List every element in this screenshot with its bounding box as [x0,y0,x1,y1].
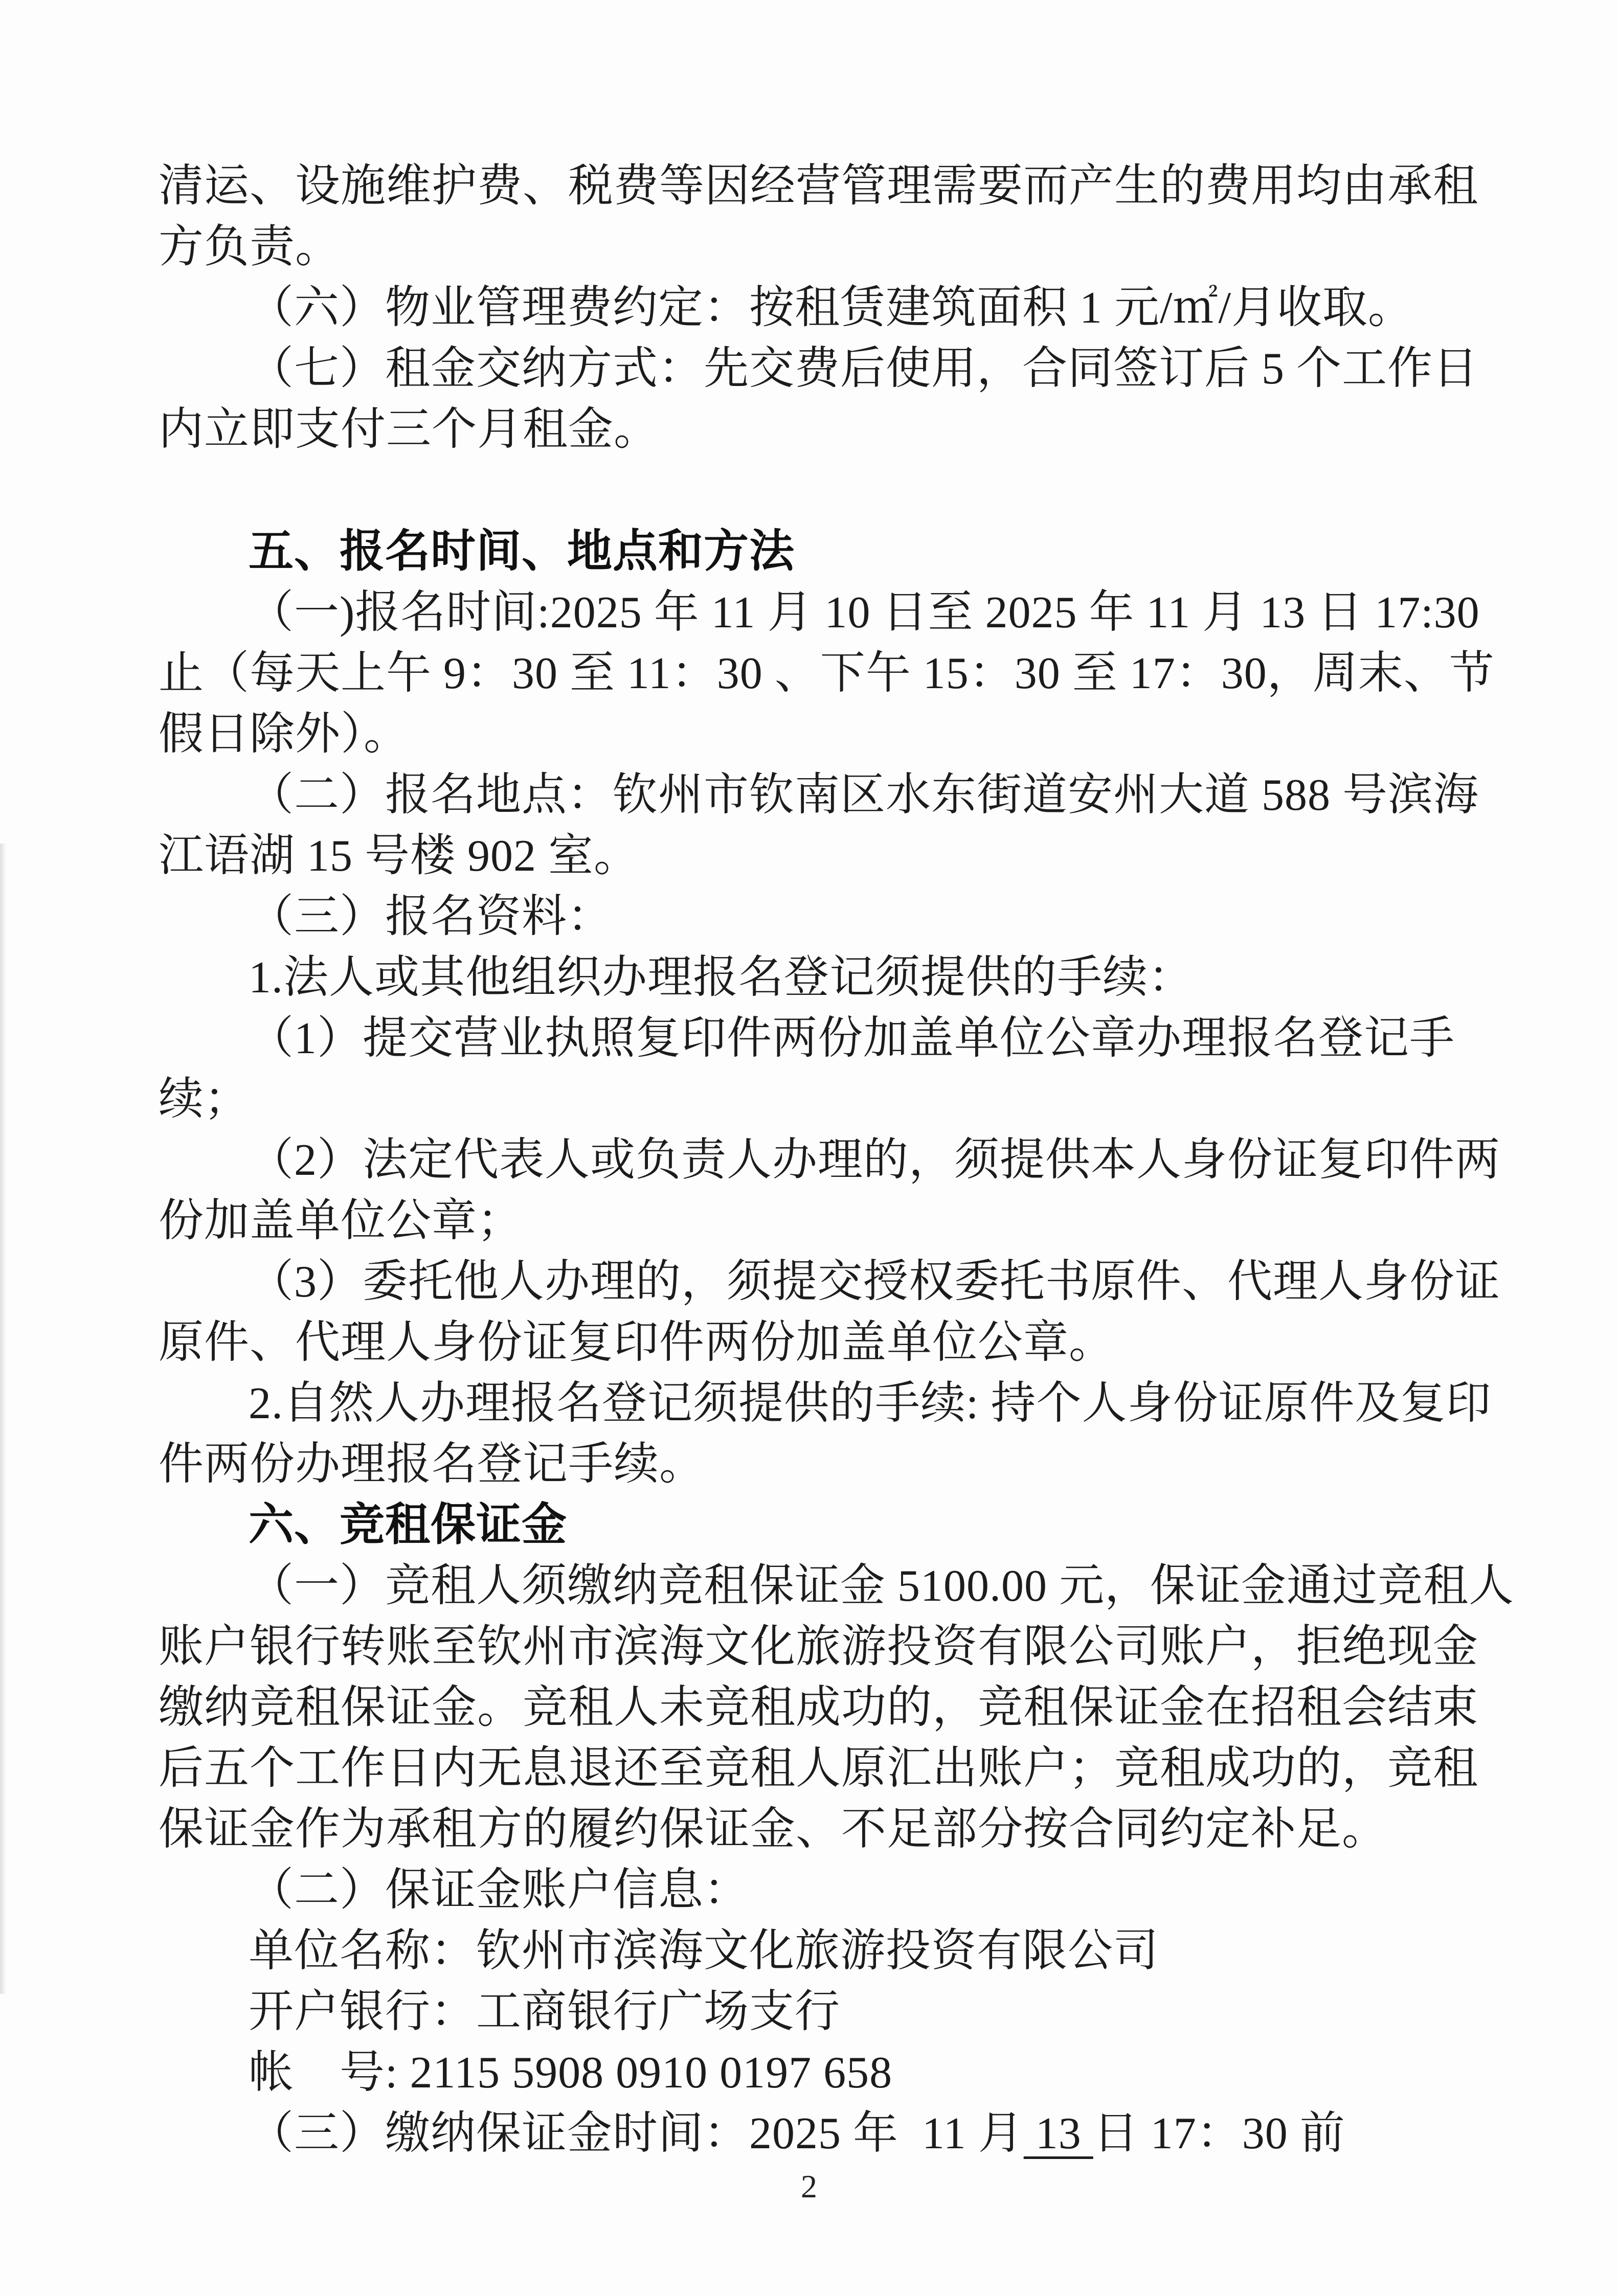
text-line [159,1799,1488,1860]
text-segment: 保证金作为承租方的履约保证金、不足部分按合同约定补足。 [159,1805,1388,1854]
text-line [159,1921,1488,1982]
text-line [159,217,1488,278]
text-segment: （一)报名时间:2025 年 11 月 10 日至 2025 年 11 月 13 日 17:30 [249,588,1480,638]
text-line [159,1069,1488,1130]
text-segment: 份加盖单位公章； [159,1196,523,1246]
text-segment: 1.法人或其他组织办理报名登记须提供的手续： [249,953,1194,1003]
text-line [159,826,1488,886]
text-segment: 假日除外）。 [159,710,410,759]
document-body [159,156,1515,2164]
text-line [159,947,1488,1008]
text-line [159,278,1488,338]
text-segment: （2）法定代表人或负责人办理的，须提供本人身份证复印件两 [249,1135,1501,1185]
page-number: 2 [801,2168,817,2204]
text-line [159,399,1488,460]
text-segment: 单位名称：钦州市滨海文化旅游投资有限公司 [249,1926,1159,1976]
text-line [159,1191,1488,1252]
text-line [159,1312,1488,1373]
text-line [159,643,1495,704]
text-segment: 内立即支付三个月租金。 [159,405,660,454]
text-segment: 续； [159,1075,250,1124]
text-line [159,765,1488,826]
text-segment: 方负责。 [159,222,341,272]
text-segment: （1）提交营业执照复印件两份加盖单位公章办理报名登记手 [249,1014,1455,1063]
text-line [159,2103,1488,2164]
text-line [159,1373,1492,1434]
text-segment: 2.自然人办理报名登记须提供的手续: 持个人身份证原件及复印 [249,1379,1492,1428]
text-line [159,1617,1488,1677]
text-segment: 日 17：30 前 [1093,2109,1345,2158]
text-segment: 帐 号: 2115 5908 0910 0197 658 [249,2048,893,2098]
text-line [159,1982,1488,2042]
text-segment: 原件、代理人身份证复印件两份加盖单位公章。 [159,1318,1115,1368]
text-line [159,1738,1488,1799]
text-segment: 缴纳竞租保证金。竞租人未竞租成功的，竞租保证金在招租会结束 [159,1683,1479,1733]
text-segment: 后五个工作日内无息退还至竞租人原汇出账户；竞租成功的，竞租 [159,1744,1479,1793]
section-heading [159,1495,1488,1556]
text-line [159,1008,1488,1069]
text-segment: 五、报名时间、地点和方法 [249,527,795,577]
text-segment: （六）物业管理费约定：按租赁建筑面积 1 元/㎡/月收取。 [249,283,1413,333]
text-line [159,2042,1488,2103]
text-segment: （3）委托他人办理的，须提交授权委托书原件、代理人身份证 [249,1257,1501,1307]
scan-artifact-streak [0,844,6,1994]
text-line [159,1252,1501,1312]
page-footer [0,2168,1618,2206]
text-segment: （三）缴纳保证金时间：2025 年 11 月 [249,2109,1024,2158]
section-heading [159,521,1488,582]
underlined-fill-in: 13 [1023,2109,1093,2158]
text-segment: 账户银行转账至钦州市滨海文化旅游投资有限公司账户，拒绝现金 [159,1622,1479,1672]
text-segment: （一）竞租人须缴纳竞租保证金 5100.00 元，保证金通过竞租人 [249,1561,1515,1611]
text-segment: 开户银行：工商银行广场支行 [249,1987,841,2037]
text-line [159,1434,1488,1495]
text-segment: 清运、设施维护费、税费等因经营管理需要而产生的费用均由承租 [159,162,1479,211]
text-segment: （二）保证金账户信息： [249,1866,750,1915]
text-line [159,582,1488,643]
text-segment: 止（每天上午 9：30 至 11：30 、下午 15：30 至 17：30，周末、节 [159,649,1495,698]
text-line [159,886,1488,947]
text-segment: （三）报名资料： [249,892,613,942]
text-segment: 六、竞租保证金 [249,1501,568,1550]
text-segment: （七）租金交纳方式：先交费后使用，合同签订后 5 个工作日 [249,344,1479,394]
text-line [159,338,1488,399]
text-line [159,1130,1501,1191]
text-line [159,704,1488,765]
text-line [159,1860,1488,1921]
text-line [159,156,1488,217]
text-segment: （二）报名地点：钦州市钦南区水东街道安州大道 588 号滨海 [249,770,1479,820]
text-line [159,1556,1515,1617]
text-segment: 件两份办理报名登记手续。 [159,1440,705,1489]
text-segment: 江语湖 15 号楼 902 室。 [159,831,640,881]
text-line [159,1677,1488,1738]
